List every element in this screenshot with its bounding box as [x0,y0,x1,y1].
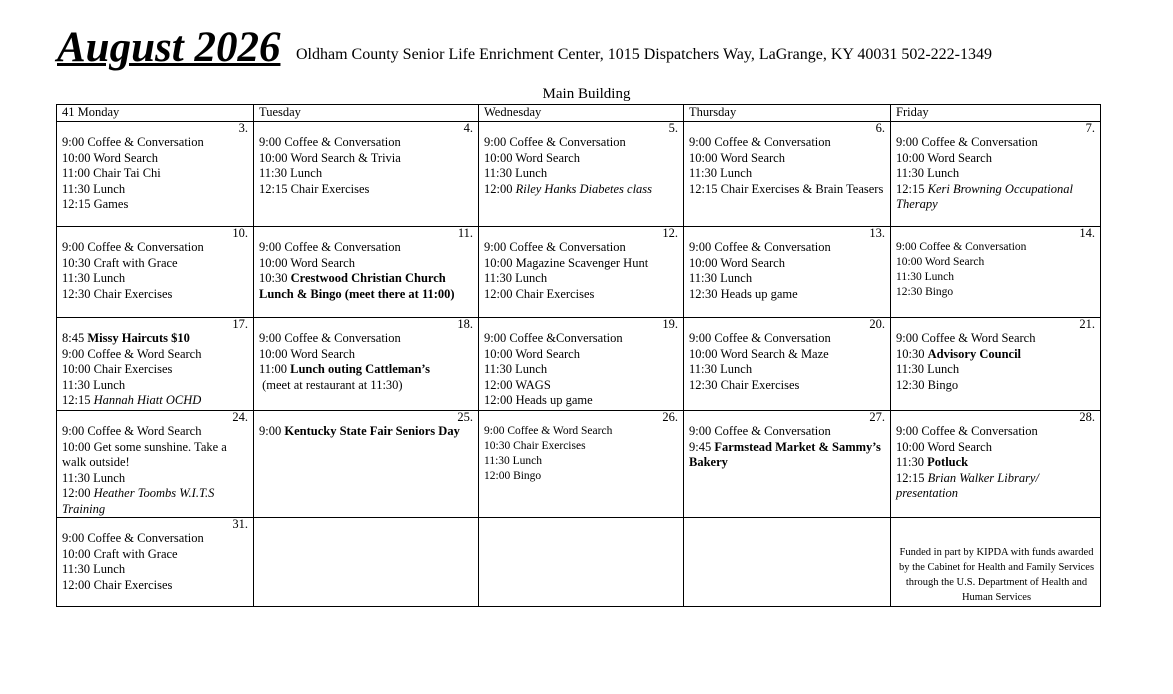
event-time-text: 10:00 Get some sunshine. Take a walk outside! [62,439,230,469]
event-line [484,256,680,272]
event-line [62,151,250,167]
event-line [484,287,680,303]
event-line [896,166,1097,182]
day-number: 11. [457,226,473,240]
day-number [689,518,887,531]
event-line [62,424,250,440]
event-line [896,240,1097,255]
event-time-text: (meet at restaurant at 11:30) [259,377,403,392]
day-cell-friday [891,318,1101,411]
event-time-text: 9:00 Coffee & Word Search [62,346,202,361]
event-time-text: 10:00 Word Search [896,439,992,454]
event-time-text: 8:45 [62,331,88,345]
event-line [689,271,887,287]
event-line [896,347,1097,363]
event-time-text: 12:00 Bingo [484,470,542,482]
week-row [57,411,1101,518]
day-number: 18. [457,317,473,331]
event-line [484,454,680,469]
day-cell-friday [891,518,1101,607]
event-time-text: 10:30 Craft with Grace [62,255,178,270]
event-line [896,270,1097,285]
event-line [62,471,250,487]
event-bold-text: Crestwood Christian Church Lunch & Bingo (meet there at 11:00) [259,271,455,301]
event-line [62,531,250,547]
event-time-text: 12:15 Games [62,197,129,211]
funding-note: Funded in part by KIPDA with funds awarded by the Cabinet for Health and Family Services through the U.S. Department of Health and Human Services [898,547,1095,603]
day-cell-friday [891,227,1101,318]
event-line [62,240,250,256]
day-cell-monday [57,227,254,318]
event-time-text: 11:30 Lunch [689,362,753,376]
event-time-text: 12:15 [896,181,928,196]
event-line [62,547,250,563]
weekday-header-row [57,105,1101,122]
event-line [689,287,887,303]
event-time-text: 10:30 Chair Exercises [484,440,586,452]
event-line [896,378,1097,394]
event-time-text: 9:00 Coffee & Word Search [484,425,613,437]
day-number: 14. [1079,226,1095,240]
event-time-text: 12:15 Chair Exercises & Brain Teasers [689,181,884,196]
event-time-text: 11:30 Lunch [896,362,960,376]
event-line [62,578,250,594]
day-cell-monday [57,122,254,227]
event-line [62,331,250,347]
event-line [689,151,887,167]
day-number: 13. [869,226,885,240]
event-time-text: 11:00 [259,362,291,376]
event-time-text: 10:00 Word Search [259,346,355,361]
week-row [57,227,1101,318]
event-time-text: 9:00 Coffee & Conversation [689,135,831,149]
event-line [259,271,475,302]
event-line [689,166,887,182]
event-italic-text: Hannah Hiatt OCHD [93,393,202,407]
day-cell-wednesday [479,411,684,518]
day-number: 31. [232,517,248,531]
day-number: 20. [869,317,885,331]
day-number: 12. [662,226,678,240]
event-time-text: 10:00 Word Search & Maze [689,346,829,361]
event-time-text: 10:00 Chair Exercises [62,362,173,376]
event-time-text: 9:00 Coffee & Conversation [896,241,1027,253]
event-time-text: 10:00 Magazine Scavenger Hunt [484,255,649,270]
event-time-text: 9:00 [259,424,285,438]
event-time-text: 11:30 Lunch [62,271,126,285]
event-line [484,135,680,151]
day-cell-wednesday [479,227,684,318]
day-number: 28. [1079,410,1095,424]
event-line [62,378,250,394]
event-time-text: 11:30 [896,455,928,469]
event-time-text: 12:15 Chair Exercises [259,181,370,196]
event-line [689,182,887,198]
event-time-text: 11:30 Lunch [484,271,548,285]
event-line [896,440,1097,456]
event-time-text: 9:00 Coffee & Conversation [484,135,626,149]
event-line [62,182,250,198]
event-time-text: 11:00 Chair Tai Chi [62,166,161,180]
event-time-text: 9:00 Coffee & Conversation [62,135,204,149]
day-cell-wednesday [479,318,684,411]
event-line [484,240,680,256]
day-cell-friday [891,411,1101,518]
event-time-text: 11:30 Lunch [484,166,548,180]
day-cell-wednesday [479,122,684,227]
event-bold-text: Advisory Council [927,346,1022,361]
event-line [896,182,1097,213]
event-line [896,151,1097,167]
event-time-text: 10:00 Craft with Grace [62,546,178,561]
event-time-text: 11:30 Lunch [484,362,548,376]
day-number: 19. [662,317,678,331]
event-bold-text: Lunch outing Cattleman’s [290,362,430,376]
day-number: 4. [463,121,473,135]
event-line [62,347,250,363]
event-time-text: 9:00 Coffee & Conversation [896,135,1038,149]
event-time-text: 10:30 [896,346,928,361]
event-line [896,424,1097,440]
event-line [62,166,250,182]
week-row [57,122,1101,227]
event-line [259,256,475,272]
event-italic-text: Heather Toombs W.I.T.S Training [62,486,218,516]
event-time-text: 11:30 Lunch [62,470,126,485]
event-line [689,424,887,440]
event-line [896,362,1097,378]
column-header-tuesday: Tuesday [254,105,479,122]
day-number: 26. [662,410,678,424]
event-time-text: 10:00 Word Search [896,150,992,165]
day-cell-thursday [684,227,891,318]
event-line [484,378,680,394]
event-line [259,362,475,378]
event-time-text: 9:00 Coffee & Conversation [689,331,831,345]
event-time-text: 9:00 Coffee & Conversation [689,424,831,438]
event-time-text: 11:30 Lunch [689,166,753,180]
event-time-text: 12:00 [62,486,94,500]
day-number [896,518,1097,531]
day-cell-thursday [684,318,891,411]
event-line [62,256,250,272]
event-time-text: 9:00 Coffee & Conversation [259,135,401,149]
event-line [689,331,887,347]
event-time-text: 11:30 Lunch [689,271,753,285]
event-time-text: 9:00 Coffee & Word Search [896,331,1036,345]
event-time-text: 11:30 Lunch [62,562,126,576]
event-time-text: 11:30 Lunch [896,166,960,180]
event-line [259,135,475,151]
column-header-wednesday: Wednesday [479,105,684,122]
event-line [484,347,680,363]
event-time-text: 9:00 Coffee &Conversation [484,331,623,345]
event-time-text: 9:00 Coffee & Conversation [259,240,401,254]
column-header-thursday: Thursday [684,105,891,122]
event-line [259,424,475,440]
event-time-text: 9:00 Coffee & Conversation [62,240,204,254]
event-time-text: 12:15 [896,470,928,485]
event-time-text: 10:00 Word Search [484,150,580,165]
day-number: 3. [238,121,248,135]
event-line [484,331,680,347]
event-line [259,331,475,347]
day-cell-tuesday [254,122,479,227]
event-time-text: 11:30 Lunch [484,455,543,467]
day-cell-tuesday [254,227,479,318]
event-line [689,378,887,394]
event-time-text: 10:00 Word Search [896,256,985,268]
event-time-text: 10:00 Word Search [484,346,580,361]
event-line [689,440,887,471]
event-line [689,256,887,272]
calendar-title: August 2026 [57,24,281,71]
event-time-text: 9:00 Coffee & Conversation [259,331,401,345]
week-row [57,518,1101,607]
event-time-text: 12:00 WAGS [484,377,551,392]
center-address: Oldham County Senior Life Enrichment Center, 1015 Dispatchers Way, LaGrange, KY 40031 502-222-1349 [296,46,992,63]
event-time-text: 12:00 [484,181,516,196]
event-line [484,182,680,198]
event-line [62,562,250,578]
day-cell-wednesday [479,518,684,607]
event-line [259,378,475,394]
day-cell-thursday [684,122,891,227]
event-line [259,166,475,182]
event-time-text: 12:30 Heads up game [689,286,798,301]
day-number: 10. [232,226,248,240]
event-line [689,347,887,363]
event-time-text: 10:00 Word Search [62,150,158,165]
building-subtitle: Main Building [542,86,631,102]
event-time-text: 10:00 Word Search [689,255,785,270]
event-time-text: 10:00 Word Search [259,255,355,270]
day-cell-monday [57,518,254,607]
event-line [259,151,475,167]
day-cell-monday [57,318,254,411]
event-time-text: 12:00 Heads up game [484,393,593,407]
event-time-text: 12:15 [62,393,94,407]
event-time-text: 12:00 Chair Exercises [62,577,173,592]
event-line [259,240,475,256]
event-time-text: 9:00 Coffee & Conversation [62,531,204,545]
event-bold-text: Kentucky State Fair Seniors Day [284,424,460,438]
event-time-text: 12:30 Chair Exercises [689,377,800,392]
event-time-text: 12:30 Chair Exercises [62,286,173,301]
event-line [62,287,250,303]
event-line [259,182,475,198]
day-number: 6. [875,121,885,135]
event-line [689,240,887,256]
day-cell-tuesday [254,318,479,411]
event-time-text: 10:00 Word Search [689,150,785,165]
day-number: 27. [869,410,885,424]
event-time-text: 9:00 Coffee & Conversation [484,240,626,254]
day-cell-thursday [684,518,891,607]
day-cell-friday [891,122,1101,227]
event-line [689,135,887,151]
event-line [896,285,1097,300]
day-number: 5. [668,121,678,135]
event-time-text: 11:30 Lunch [259,166,323,180]
event-line [896,135,1097,151]
day-number [484,518,680,531]
event-line [484,424,680,439]
event-bold-text: Farmstead Market & Sammy’s Bakery [689,439,884,469]
event-line [62,393,250,409]
day-number [259,518,475,531]
event-time-text: 10:00 Word Search & Trivia [259,150,401,165]
event-line [896,471,1097,502]
event-bold-text: Missy Haircuts $10 [87,331,190,345]
event-line [896,331,1097,347]
event-line [484,439,680,454]
event-line [484,469,680,484]
event-time-text: 12:00 Chair Exercises [484,286,595,301]
event-line [896,455,1097,471]
event-time-text: 9:00 Coffee & Conversation [896,424,1038,438]
event-time-text: 9:45 [689,439,715,454]
event-time-text: 9:00 Coffee & Conversation [689,240,831,254]
event-time-text: 12:30 Bingo [896,377,959,392]
event-line [689,362,887,378]
day-number: 21. [1079,317,1095,331]
event-time-text: 10:30 [259,271,291,285]
day-number: 25. [457,410,473,424]
event-line [62,197,250,213]
event-line [62,362,250,378]
day-number: 7. [1085,121,1095,135]
event-italic-text: Keri Browning Occupational Therapy [896,181,1077,211]
event-line [484,393,680,409]
week-row [57,318,1101,411]
event-time-text: 9:00 Coffee & Word Search [62,424,202,438]
day-cell-monday [57,411,254,518]
event-line [484,271,680,287]
day-cell-tuesday [254,411,479,518]
event-line [259,347,475,363]
event-line [896,255,1097,270]
event-time-text: 11:30 Lunch [896,271,955,283]
day-number: 24. [232,410,248,424]
event-bold-text: Potluck [927,455,969,469]
event-line [484,151,680,167]
event-line [62,135,250,151]
event-italic-text: Brian Walker Library/ presentation [896,470,1043,500]
calendar-table [56,104,1101,607]
day-number: 17. [232,317,248,331]
event-line [62,440,250,471]
event-line [484,166,680,182]
event-time-text: 11:30 Lunch [62,377,126,392]
event-line [62,486,250,517]
column-header-friday: Friday [891,105,1101,122]
day-cell-thursday [684,411,891,518]
event-line [62,271,250,287]
event-time-text: 11:30 Lunch [62,181,126,196]
event-italic-text: Riley Hanks Diabetes class [515,181,653,196]
event-line [484,362,680,378]
event-time-text: 12:30 Bingo [896,286,954,298]
column-header-monday: 41 Monday [57,105,254,122]
day-cell-tuesday [254,518,479,607]
